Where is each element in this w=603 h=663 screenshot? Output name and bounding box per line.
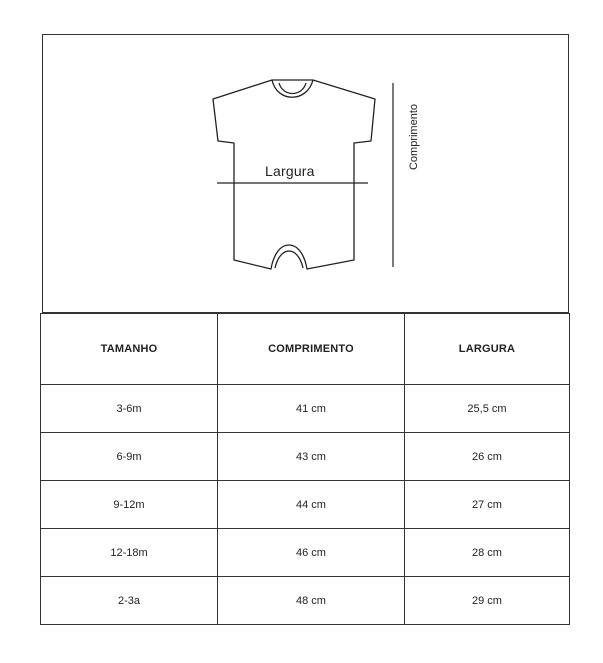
table-row xyxy=(41,529,570,577)
cell-width: 26 cm xyxy=(405,433,570,481)
table-row xyxy=(41,481,570,529)
cell-length: 41 cm xyxy=(218,385,405,433)
length-label: Comprimento xyxy=(408,103,420,171)
collar-outer xyxy=(272,80,313,97)
cell-width: 28 cm xyxy=(405,529,570,577)
header-width: LARGURA xyxy=(405,314,570,385)
cell-size: 3-6m xyxy=(41,385,218,433)
cell-length: 44 cm xyxy=(218,481,405,529)
cell-length: 48 cm xyxy=(218,577,405,625)
cell-width: 27 cm xyxy=(405,481,570,529)
table-header-row xyxy=(41,314,570,385)
cell-size: 6-9m xyxy=(41,433,218,481)
garment-diagram xyxy=(42,34,569,313)
table-row xyxy=(41,385,570,433)
header-size: TAMANHO xyxy=(41,314,218,385)
cell-size: 2-3a xyxy=(41,577,218,625)
cell-size: 12-18m xyxy=(41,529,218,577)
cell-width: 25,5 cm xyxy=(405,385,570,433)
width-label: Largura xyxy=(265,163,315,179)
table-row xyxy=(41,433,570,481)
cell-length: 43 cm xyxy=(218,433,405,481)
collar-inner xyxy=(279,83,306,94)
header-length: COMPRIMENTO xyxy=(218,314,405,385)
cell-size: 9-12m xyxy=(41,481,218,529)
table-row xyxy=(41,577,570,625)
leg-opening-inner xyxy=(275,251,303,268)
cell-width: 29 cm xyxy=(405,577,570,625)
size-table xyxy=(40,313,570,625)
cell-length: 46 cm xyxy=(218,529,405,577)
